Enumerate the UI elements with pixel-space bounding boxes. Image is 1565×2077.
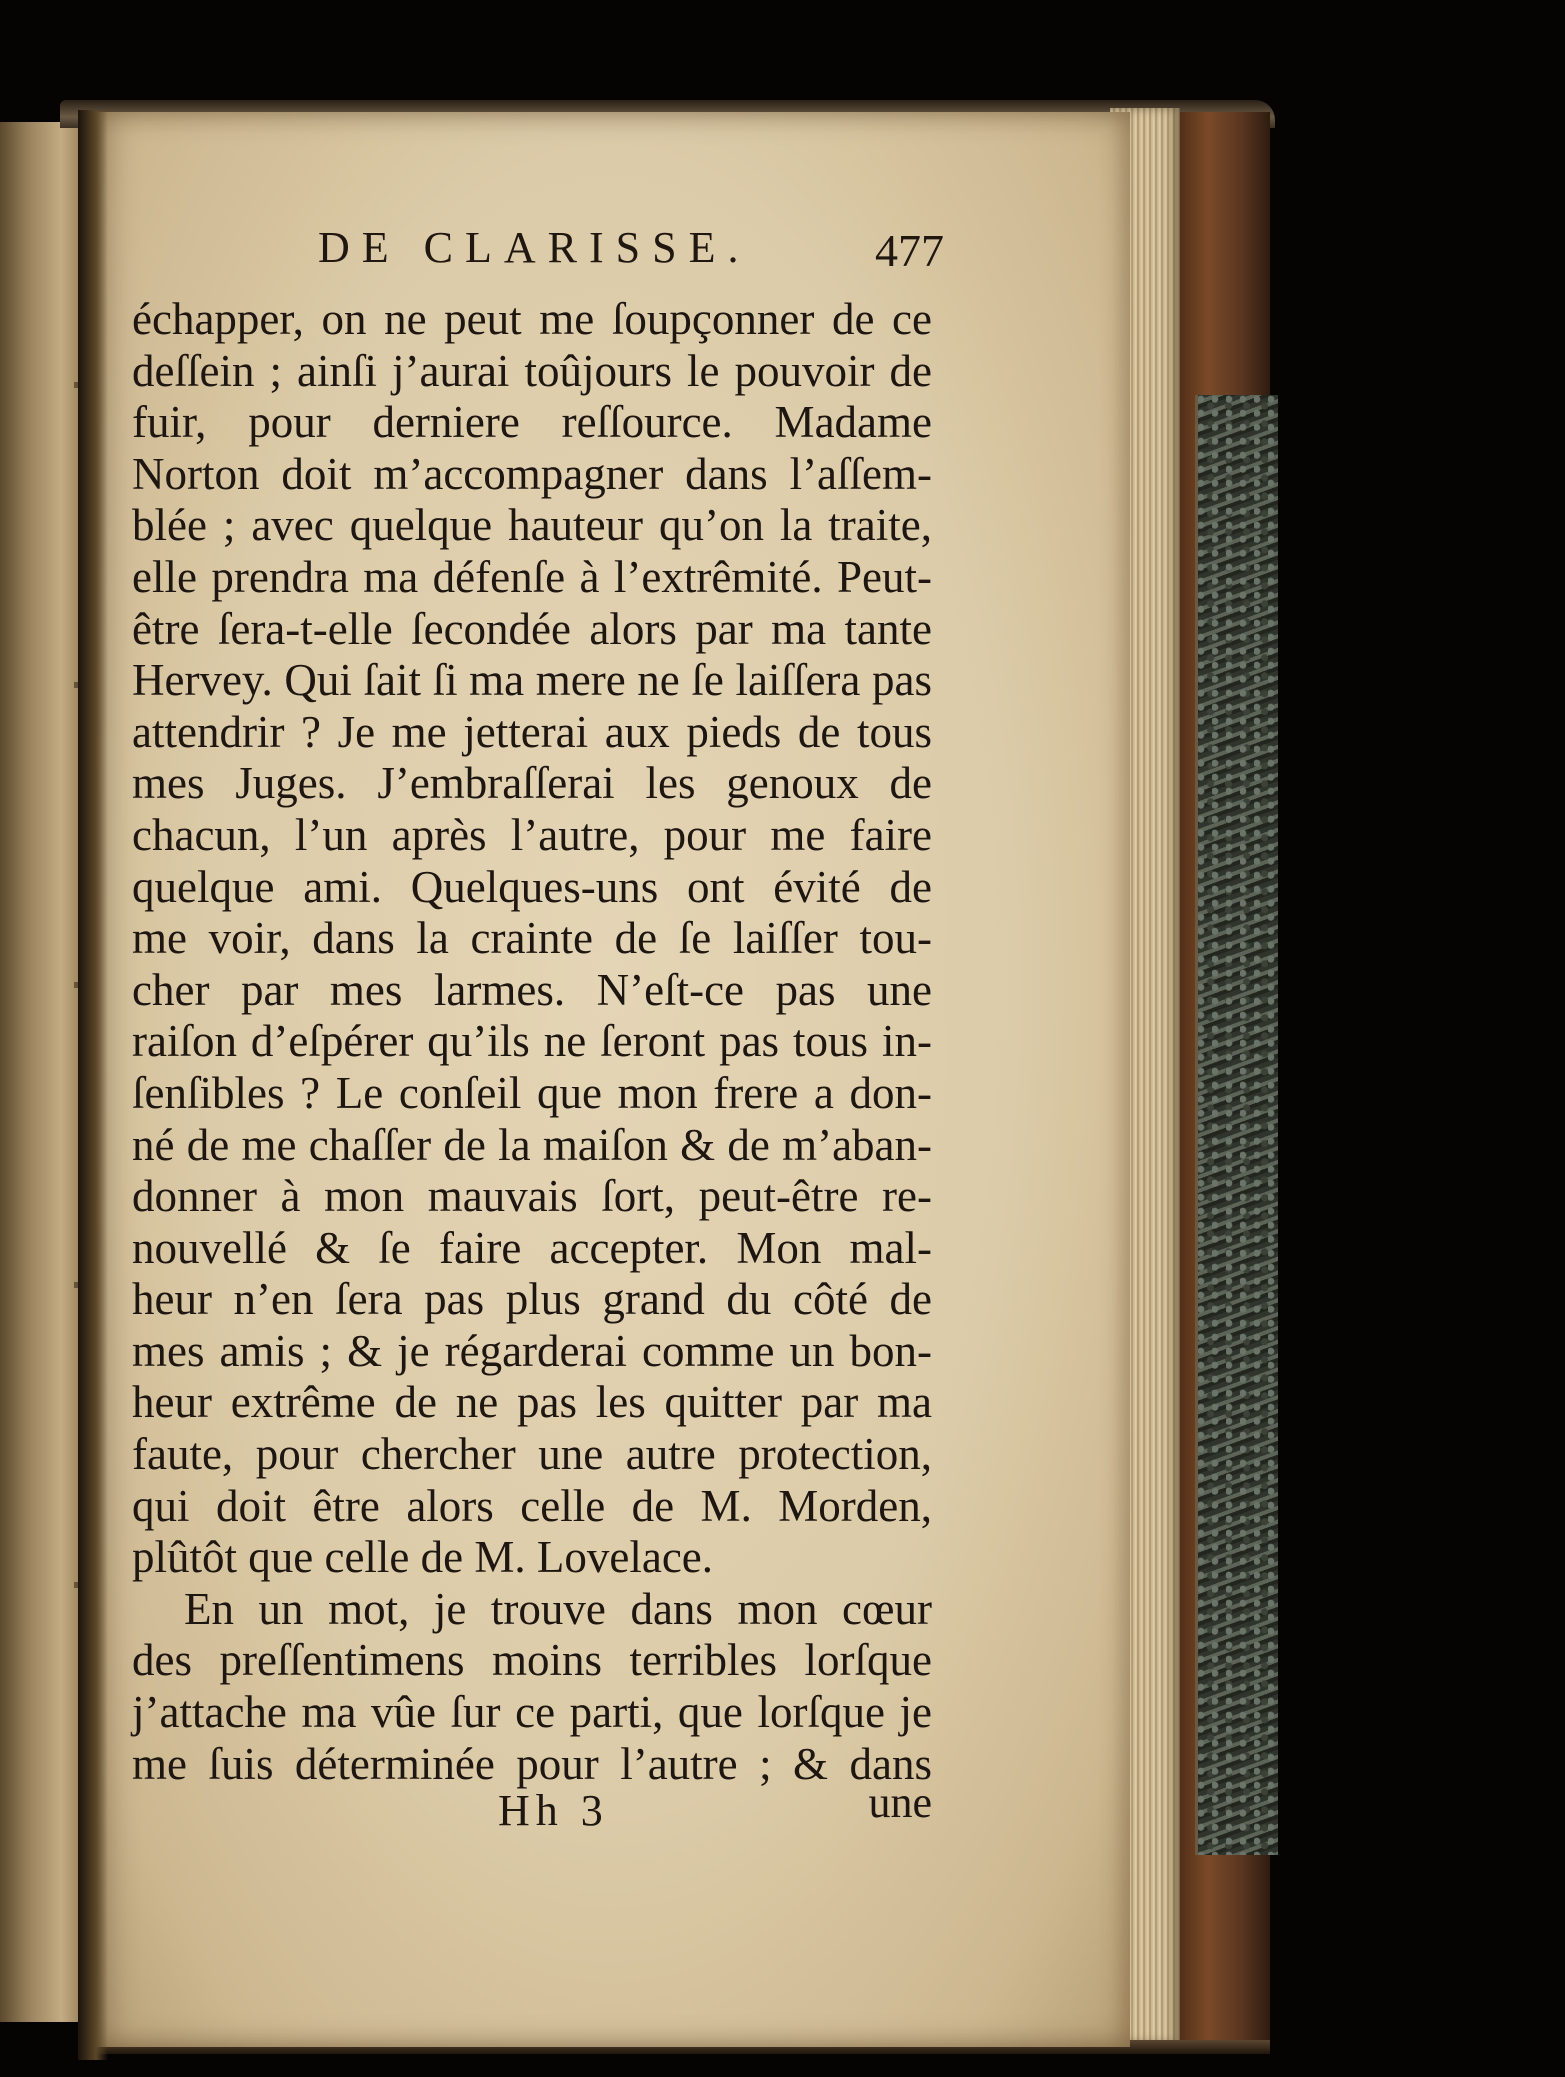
text-line: qui doit être alors celle de M. Morden, [132, 1480, 932, 1531]
page-header [318, 222, 944, 282]
text-line: raiſon d’eſpérer qu’ils ne ſeront pas tous in- [132, 1016, 932, 1067]
text-line: ſenſibles ? Le conſeil que mon frere a don- [132, 1067, 932, 1118]
text-line: plûtôt que celle de M. Lovelace. [132, 1532, 714, 1583]
text-line: j’attache ma vûe ſur ce parti, que lorſque je [132, 1687, 932, 1738]
text-line: me ſuis déterminée pour l’autre ; & dans [132, 1738, 932, 1789]
text-line: être ſera-t-elle ſecondée alors par ma tante [132, 603, 932, 654]
text-line: quelque ami. Quelques-uns ont évité de [132, 861, 932, 912]
text-line: deſſein ; ainſi j’aurai toûjours le pouvoir de [132, 345, 932, 396]
page-number: 477 [875, 225, 944, 276]
text-line: échapper, on ne peut me ſoupçonner de ce [132, 294, 932, 344]
text-line: fuir, pour derniere reſſource. Madame [132, 397, 932, 448]
text-line: cher par mes larmes. N’eſt-ce pas une [132, 964, 932, 1015]
text-line: mes Juges. J’embraſſerai les genoux de [132, 758, 932, 809]
running-head: DE CLARISSE. [318, 223, 751, 272]
text-line: heur n’en ſera pas plus grand du côté de [132, 1274, 932, 1325]
text-line: blée ; avec quelque hauteur qu’on la traite, [132, 500, 932, 551]
text-line: attendrir ? Je me jetterai aux pieds de tous [132, 706, 932, 757]
text-line: donner à mon mauvais ſort, peut-être re- [132, 1171, 932, 1222]
text-line: chacun, l’un après l’autre, pour me faire [132, 809, 932, 860]
facing-page-edge [0, 122, 88, 2022]
gutter-shadow [78, 110, 108, 2060]
marbled-board [1195, 395, 1278, 1855]
text-line: des preſſentimens moins terribles lorſque [132, 1635, 932, 1686]
text-line: Hervey. Qui ſait ſi ma mere ne ſe laiſſera pas [132, 655, 932, 706]
text-line: nouvellé & ſe faire accepter. Mon mal- [132, 1222, 932, 1273]
signature-mark: Hh 3 [498, 1786, 609, 1835]
catchword: une [868, 1778, 932, 1827]
text-line: heur extrême de ne pas les quitter par ma [132, 1377, 932, 1428]
text-line: faute, pour chercher une autre protection, [132, 1429, 932, 1480]
page-footer [498, 1778, 932, 1840]
text-line: elle prendra ma défenſe à l’extrêmité. Peut- [132, 551, 932, 602]
text-line: Norton doit m’accompagner dans l’aſſem- [132, 448, 932, 499]
text-line: En un mot, je trouve dans mon cœur [184, 1583, 932, 1634]
text-line: me voir, dans la crainte de ſe laiſſer tou- [132, 913, 932, 964]
body-text [132, 294, 932, 1790]
text-line: né de me chaſſer de la maiſon & de m’aban- [132, 1119, 932, 1170]
text-line: mes amis ; & je régarderai comme un bon- [132, 1325, 932, 1376]
